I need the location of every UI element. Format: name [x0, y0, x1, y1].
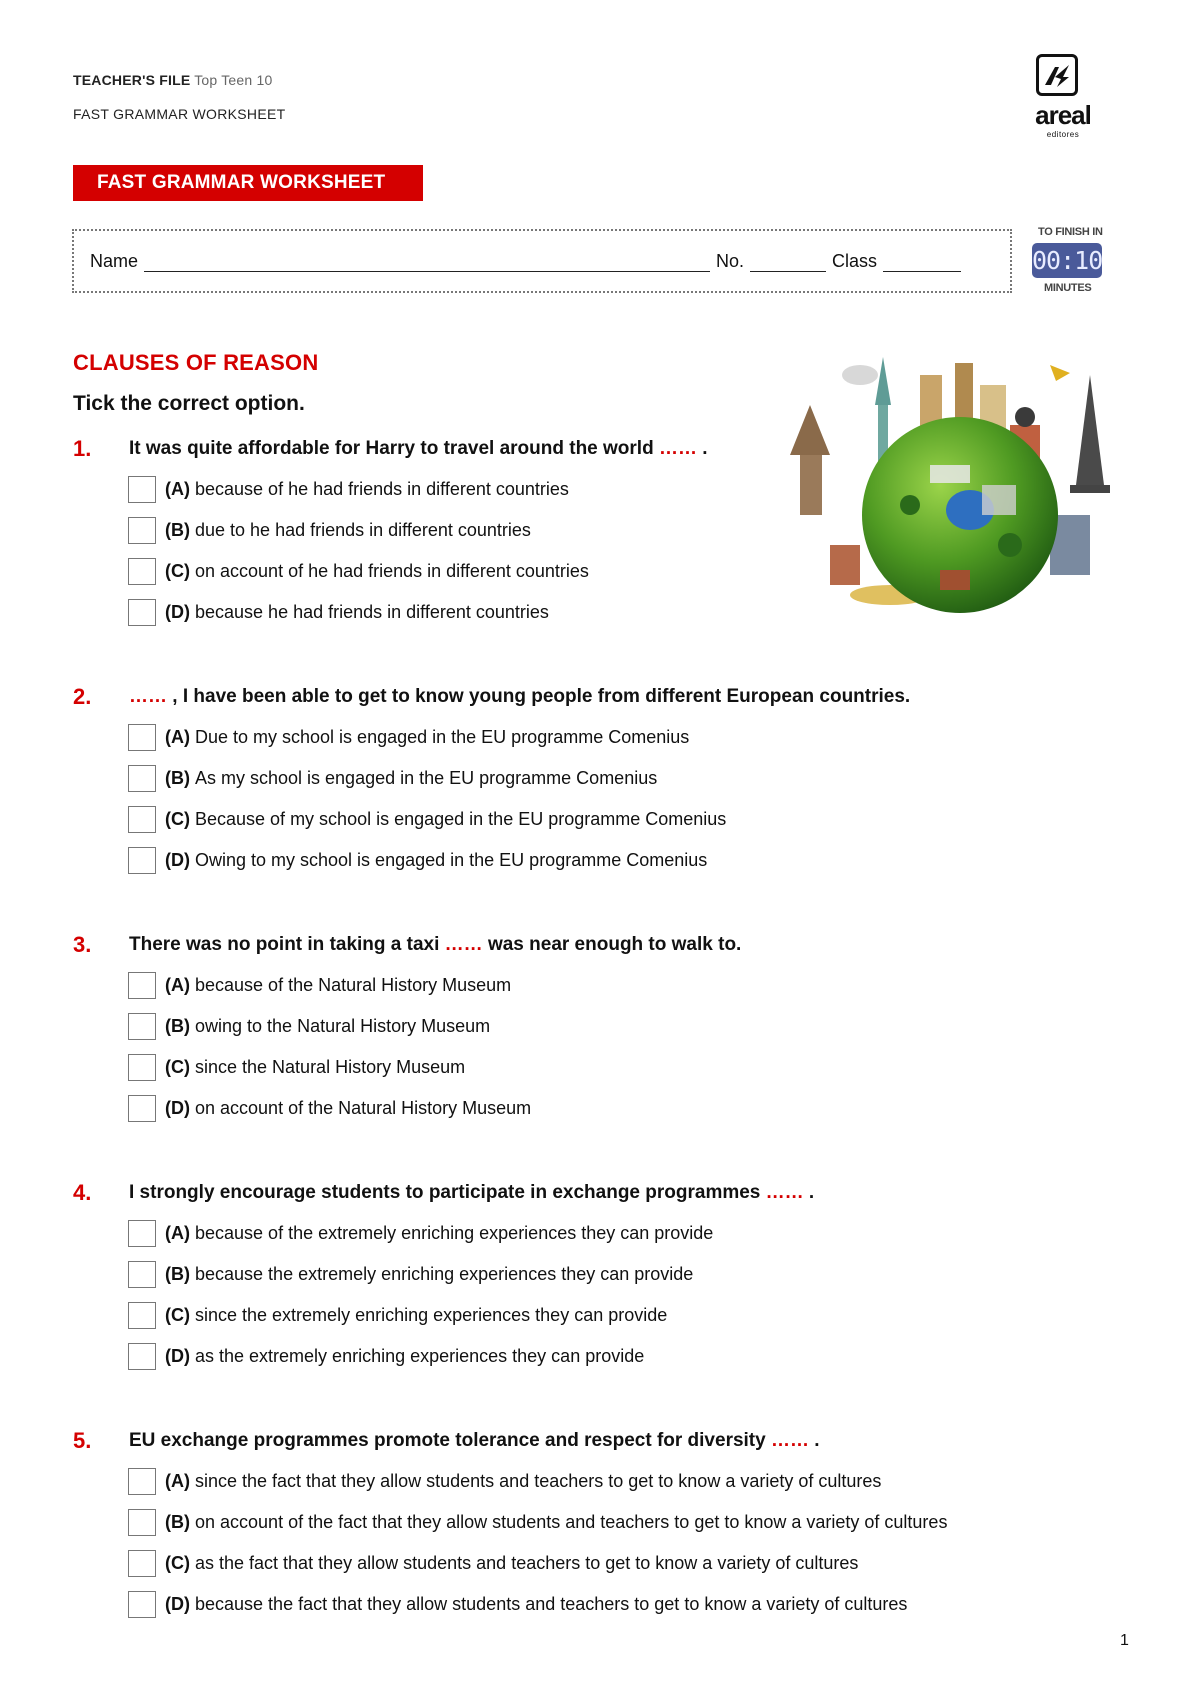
- option-letter: (B): [165, 767, 190, 788]
- option-checkbox[interactable]: [128, 765, 156, 792]
- option-text: on account of the Natural History Museum: [195, 1097, 532, 1118]
- question-number: 4.: [73, 1180, 92, 1205]
- option-letter: (D): [165, 1097, 190, 1118]
- timer-top-label: TO FINISH IN: [1038, 226, 1103, 238]
- option-checkbox[interactable]: [128, 1054, 156, 1081]
- class-label: Class: [832, 251, 878, 271]
- option-letter: (D): [165, 601, 190, 622]
- option-checkbox[interactable]: [128, 1220, 156, 1247]
- option-d: [128, 1093, 531, 1123]
- name-field[interactable]: [144, 251, 710, 272]
- question-text: [129, 438, 708, 460]
- question-number: 1.: [73, 436, 92, 461]
- option-a: [128, 722, 689, 752]
- question-blank: ……: [444, 934, 483, 955]
- teachers-file-label: TEACHER'S FILE: [73, 72, 191, 88]
- option-c: [128, 556, 589, 586]
- question-text-after: was near enough to walk to.: [482, 934, 742, 955]
- option-text: because of he had friends in different countries: [195, 478, 569, 499]
- option-letter: (B): [165, 1015, 190, 1036]
- option-letter: (B): [165, 1263, 190, 1284]
- option-a: [128, 1218, 713, 1248]
- option-checkbox[interactable]: [128, 1095, 156, 1122]
- question-text-after: , I have been able to get to know young people from different European countries.: [167, 686, 911, 707]
- instruction: Tick the correct option.: [73, 392, 305, 415]
- timer-clock: 00:10: [1032, 243, 1102, 278]
- question-text: [129, 686, 910, 708]
- option-checkbox[interactable]: [128, 476, 156, 503]
- logo-mark-icon: [1036, 54, 1078, 96]
- number-field[interactable]: [750, 251, 826, 272]
- question-text: [129, 1430, 820, 1452]
- world-landmarks-globe-image: [770, 345, 1140, 630]
- option-checkbox[interactable]: [128, 1261, 156, 1288]
- option-text: on account of he had friends in different countries: [195, 560, 589, 581]
- option-checkbox[interactable]: [128, 1468, 156, 1495]
- option-checkbox[interactable]: [128, 724, 156, 751]
- option-letter: (B): [165, 519, 190, 540]
- option-letter: (C): [165, 1304, 190, 1325]
- option-c: [128, 1052, 465, 1082]
- option-text: due to he had friends in different countries: [195, 519, 531, 540]
- option-text: Because of my school is engaged in the EU programme Comenius: [195, 808, 727, 829]
- header-file-label: [73, 72, 272, 88]
- logo-wordmark: areal: [1035, 100, 1091, 130]
- option-checkbox[interactable]: [128, 972, 156, 999]
- option-checkbox[interactable]: [128, 847, 156, 874]
- series-name: Top Teen 10: [194, 72, 273, 88]
- option-c: [128, 804, 726, 834]
- question-text: [129, 1182, 814, 1204]
- logo-subtext: editores: [1046, 130, 1080, 139]
- option-text: Owing to my school is engaged in the EU programme Comenius: [195, 849, 708, 870]
- option-letter: (C): [165, 1056, 190, 1077]
- question-blank: ……: [765, 1182, 804, 1203]
- question-text-after: .: [808, 1430, 820, 1451]
- option-letter: (B): [165, 1511, 190, 1532]
- option-checkbox[interactable]: [128, 517, 156, 544]
- question-text-after: .: [803, 1182, 815, 1203]
- question-blank: ……: [658, 438, 697, 459]
- publisher-logo: [1018, 54, 1108, 140]
- option-letter: (A): [165, 478, 190, 499]
- option-b: [128, 1259, 693, 1289]
- option-letter: (A): [165, 974, 190, 995]
- option-b: [128, 1011, 490, 1041]
- option-checkbox[interactable]: [128, 1509, 156, 1536]
- question-blank: ……: [770, 1430, 809, 1451]
- option-c: [128, 1300, 667, 1330]
- header-subtitle: FAST GRAMMAR WORKSHEET: [73, 106, 286, 122]
- number-label: No.: [716, 251, 745, 271]
- option-text: because the extremely enriching experiences they can provide: [195, 1263, 694, 1284]
- page-number: 1: [1120, 1632, 1129, 1649]
- option-letter: (C): [165, 1552, 190, 1573]
- option-checkbox[interactable]: [128, 806, 156, 833]
- option-text: on account of the fact that they allow students and teachers to get to know a variety of cultures: [195, 1511, 948, 1532]
- question-text-before: EU exchange programmes promote tolerance and respect for diversity: [129, 1430, 771, 1451]
- option-text: since the extremely enriching experiences they can provide: [195, 1304, 668, 1325]
- option-a: [128, 970, 511, 1000]
- question-number: 2.: [73, 684, 92, 709]
- timer-bottom-label: MINUTES: [1044, 282, 1092, 294]
- question-number: 5.: [73, 1428, 92, 1453]
- option-text: since the fact that they allow students and teachers to get to know a variety of cultures: [195, 1470, 882, 1491]
- option-letter: (D): [165, 1345, 190, 1366]
- timer-badge: [1028, 224, 1114, 304]
- option-letter: (C): [165, 808, 190, 829]
- option-checkbox[interactable]: [128, 1013, 156, 1040]
- option-checkbox[interactable]: [128, 1550, 156, 1577]
- option-d: [128, 1341, 644, 1371]
- option-checkbox[interactable]: [128, 1591, 156, 1618]
- option-text: because he had friends in different countries: [195, 601, 549, 622]
- option-c: [128, 1548, 858, 1578]
- worksheet-banner: FAST GRAMMAR WORKSHEET: [73, 165, 425, 201]
- option-text: because the fact that they allow students and teachers to get to know a variety of cultures: [195, 1593, 908, 1614]
- option-checkbox[interactable]: [128, 558, 156, 585]
- question-number: 3.: [73, 932, 92, 957]
- option-checkbox[interactable]: [128, 1343, 156, 1370]
- option-a: [128, 1466, 881, 1496]
- option-letter: (D): [165, 1593, 190, 1614]
- question-text-before: I strongly encourage students to participate in exchange programmes: [129, 1182, 766, 1203]
- option-b: [128, 1507, 947, 1537]
- option-checkbox[interactable]: [128, 599, 156, 626]
- question-text-before: It was quite affordable for Harry to travel around the world: [129, 438, 659, 459]
- option-text: owing to the Natural History Museum: [195, 1015, 491, 1036]
- option-letter: (C): [165, 560, 190, 581]
- question-blank: ……: [129, 686, 167, 707]
- option-checkbox[interactable]: [128, 1302, 156, 1329]
- option-letter: (D): [165, 849, 190, 870]
- option-text: as the extremely enriching experiences they can provide: [195, 1345, 645, 1366]
- student-info-box: [72, 229, 1012, 293]
- option-text: since the Natural History Museum: [195, 1056, 466, 1077]
- section-title: CLAUSES OF REASON: [73, 350, 319, 375]
- option-d: [128, 1589, 907, 1619]
- question-text: [129, 934, 741, 956]
- option-d: [128, 597, 549, 627]
- name-label: Name: [90, 251, 139, 271]
- class-field[interactable]: [883, 251, 961, 272]
- option-d: [128, 845, 707, 875]
- option-b: [128, 515, 531, 545]
- option-a: [128, 474, 569, 504]
- option-text: Due to my school is engaged in the EU programme Comenius: [195, 726, 690, 747]
- option-letter: (A): [165, 1470, 190, 1491]
- option-text: as the fact that they allow students and teachers to get to know a variety of cultures: [195, 1552, 859, 1573]
- option-letter: (A): [165, 1222, 190, 1243]
- option-text: because of the extremely enriching experiences they can provide: [195, 1222, 714, 1243]
- option-b: [128, 763, 657, 793]
- option-text: As my school is engaged in the EU programme Comenius: [195, 767, 658, 788]
- question-text-before: There was no point in taking a taxi: [129, 934, 445, 955]
- option-text: because of the Natural History Museum: [195, 974, 512, 995]
- question-text-after: .: [696, 438, 708, 459]
- option-letter: (A): [165, 726, 190, 747]
